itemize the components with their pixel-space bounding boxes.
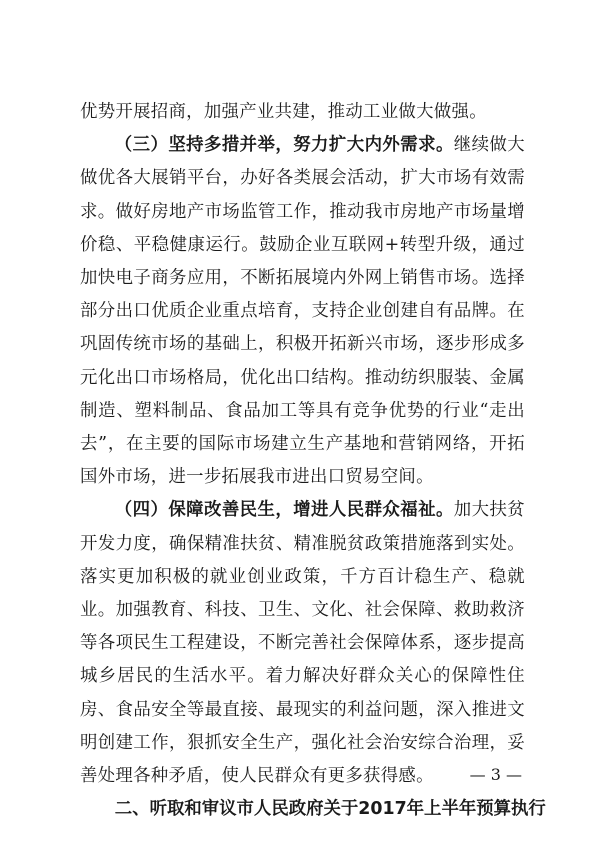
paragraph-3 bbox=[80, 129, 525, 494]
paragraph-4-heading: （四）保障改善民生，增进人民群众福祉。 bbox=[114, 500, 454, 521]
page-number: — 3 — bbox=[469, 765, 522, 784]
paragraph-4 bbox=[80, 494, 525, 793]
document-body bbox=[80, 96, 546, 826]
paragraph-4-body: 加大扶贫开发力度，确保精准扶贫、精准脱贫政策措施落到实处。落实更加积极的就业创业政策，千方百计稳生产、稳就业。加强教育、科技、卫生、文化、社会保障、救助救济等各项民生工程建设，不断完善社会保障体系，逐步提高城乡居民的生活水平。着力解决好群众关心的保障性住房、食品安全等最直接、最现实的利益问题，深入推进文明创建工作，狠抓安全生产，强化社会治安综合治理，妥善处理各种矛盾，使人民群众有更多获得感。 bbox=[80, 500, 525, 787]
paragraph-3-heading: （三）坚持多措并举，努力扩大内外需求。 bbox=[114, 135, 454, 156]
continuation-paragraph: 优势开展招商，加强产业共建，推动工业做大做强。 bbox=[80, 102, 487, 122]
section-heading: 二、听取和审议市人民政府关于2017年上半年预算执行 bbox=[114, 799, 546, 820]
paragraph-3-body: 继续做大做优各大展销平台，办好各类展会活动，扩大市场有效需求。做好房地产市场监管工作，推动我市房地产市场量增价稳、平稳健康运行。鼓励企业互联网+转型升级，通过加快电子商务应用，不断拓展境内外网上销售市场。选择部分出口优质企业重点培育，支持企业创建自有品牌。在巩固传统市场的基础上，积极开拓新兴市场，逐步形成多元化出口市场格局，优化出口结构。推动纺织服装、金属制造、塑料制品、食品加工等具有竞争优势的行业“走出去”，在主要的国际市场建立生产基地和营销网络，开拓国外市场，进一步拓展我市进出口贸易空间。 bbox=[80, 135, 525, 488]
